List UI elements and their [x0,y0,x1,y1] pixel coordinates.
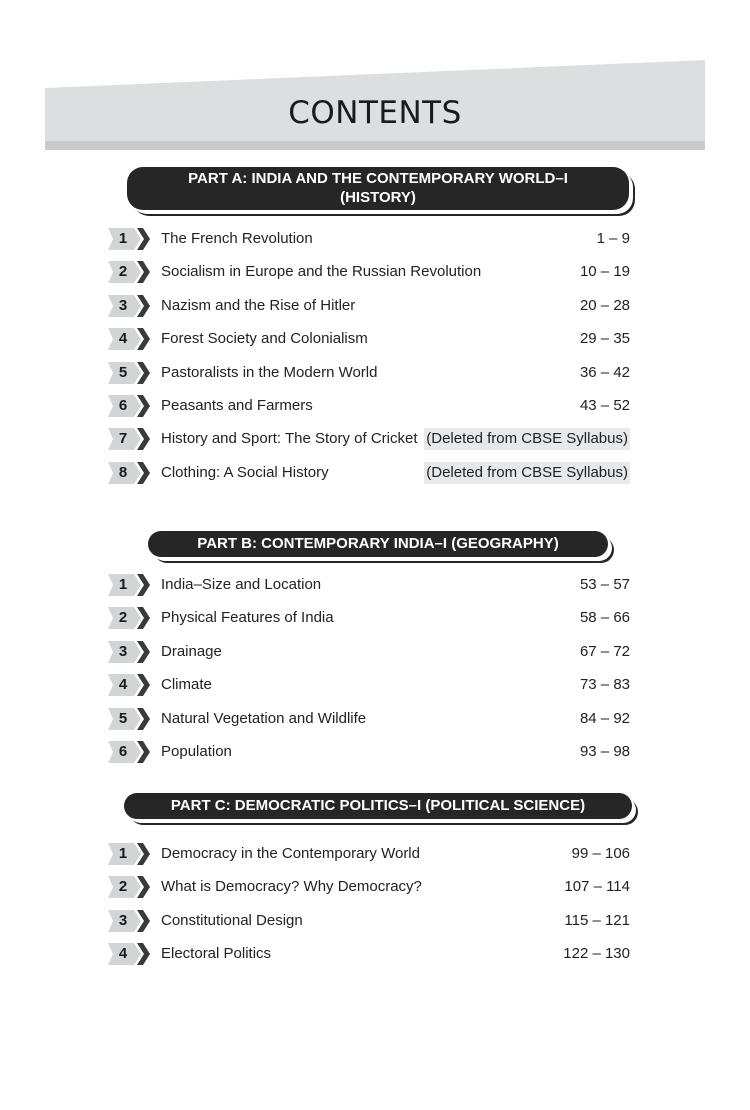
chapter-pages: 58 – 66 [579,609,630,627]
chapter-row [108,909,630,933]
chapter-title: Pastoralists in the Modern World [161,363,378,381]
chapter-number: 5 [118,709,128,727]
chapter-row [108,461,630,485]
chapter-pages: 115 – 121 [564,911,630,929]
part-c-heading-text: PART C: DEMOCRATIC POLITICS–I (POLITICAL SCIENCE) [170,797,586,814]
chapter-row [108,707,630,731]
chapter-number: 2 [118,263,128,281]
part-a-heading-line2: (HISTORY) [340,189,416,206]
chapter-number: 1 [118,230,128,247]
chapter-title: Democracy in the Contemporary World [161,845,420,862]
chapter-pages: 53 – 57 [579,576,630,593]
chapter-row [108,394,630,418]
chapter-title: Peasants and Farmers [161,397,313,414]
chapter-title: Nazism and the Rise of Hitler [161,296,356,314]
chapter-title: Physical Features of India [161,609,334,627]
chapter-title: Electoral Politics [161,945,272,963]
chapter-number-badge [108,295,150,317]
chapter-number-badge [108,428,150,450]
chapter-row [108,573,630,597]
chapter-number-badge [108,607,150,629]
chapter-number-badge [108,910,150,932]
chapter-number-badge [108,708,150,730]
chapter-number-badge [108,943,150,965]
chapter-number: 1 [118,845,128,862]
chapter-row [108,740,630,764]
chapter-number-badge [108,843,150,865]
chapter-title: The French Revolution [161,230,313,247]
chapter-row [108,294,630,318]
chapter-pages: 67 – 72 [579,642,630,660]
chapter-title: Socialism in Europe and the Russian Revolution [161,263,482,281]
chapter-title: Natural Vegetation and Wildlife [161,709,367,727]
chapter-number-badge [108,362,150,384]
part-c-heading [124,793,632,819]
chapter-number: 7 [118,430,128,448]
part-a-heading-line1: PART A: INDIA AND THE CONTEMPORARY WORLD–I [188,170,568,187]
chapter-number: 2 [118,609,128,627]
chapter-title: Constitutional Design [161,911,303,929]
chapter-pages: 84 – 92 [579,709,630,727]
chapter-number-badge [108,228,150,250]
chapter-number-badge [108,741,150,763]
chapter-row [108,327,630,351]
chapter-number-badge [108,328,150,350]
chapter-pages: 99 – 106 [571,845,630,862]
chapter-row [108,640,630,664]
chapter-number-badge [108,395,150,417]
chapter-title: What is Democracy? Why Democracy? [161,878,422,896]
chapter-number-badge [108,261,150,283]
chapter-pages: 122 – 130 [563,945,630,963]
chapter-row [108,673,630,697]
chapter-pages: 93 – 98 [579,743,630,760]
chapter-pages: (Deleted from CBSE Syllabus) [424,462,630,484]
chapter-title: Clothing: A Social History [161,463,329,481]
chapter-row [108,260,630,284]
chapter-row [108,227,630,251]
chapter-pages: 1 – 9 [596,230,630,247]
chapter-pages: 36 – 42 [579,363,630,381]
page-title: CONTENTS [288,95,462,131]
chapter-pages: 73 – 83 [579,676,630,694]
chapter-pages: 20 – 28 [579,296,630,314]
chapter-title: Drainage [161,642,222,660]
chapter-row [108,427,630,451]
chapter-pages: 43 – 52 [579,397,630,414]
chapter-title: Forest Society and Colonialism [161,330,368,348]
chapter-title: Population [161,743,232,760]
chapter-row [108,361,630,385]
chapter-number-badge [108,674,150,696]
chapter-number: 5 [118,363,128,381]
chapter-row [108,875,630,899]
chapter-number: 3 [118,911,128,929]
chapter-row [108,606,630,630]
chapter-number-badge [108,574,150,596]
chapter-row [108,842,630,866]
chapter-number: 2 [118,878,128,896]
chapter-pages: (Deleted from CBSE Syllabus) [424,428,630,450]
chapter-number: 6 [118,743,128,760]
chapter-title: India–Size and Location [161,576,322,593]
chapter-number-badge [108,876,150,898]
part-b-heading-text: PART B: CONTEMPORARY INDIA–I (GEOGRAPHY) [197,535,559,552]
chapter-row [108,942,630,966]
chapter-number: 4 [118,945,128,963]
chapter-number: 6 [118,397,128,414]
chapter-title: History and Sport: The Story of Cricket [161,430,418,448]
chapter-number: 4 [118,330,128,348]
chapter-number: 3 [118,642,128,660]
chapter-pages: 29 – 35 [579,330,630,348]
chapter-number: 4 [118,676,128,694]
chapter-number: 8 [118,463,128,481]
chapter-pages: 107 – 114 [564,878,630,896]
chapter-title: Climate [161,676,212,694]
part-a-heading [127,167,629,210]
chapter-number-badge [108,462,150,484]
part-b-heading [148,531,608,557]
chapter-number: 3 [118,296,128,314]
chapter-number-badge [108,641,150,663]
chapter-number: 1 [118,576,128,593]
chapter-pages: 10 – 19 [579,263,630,281]
